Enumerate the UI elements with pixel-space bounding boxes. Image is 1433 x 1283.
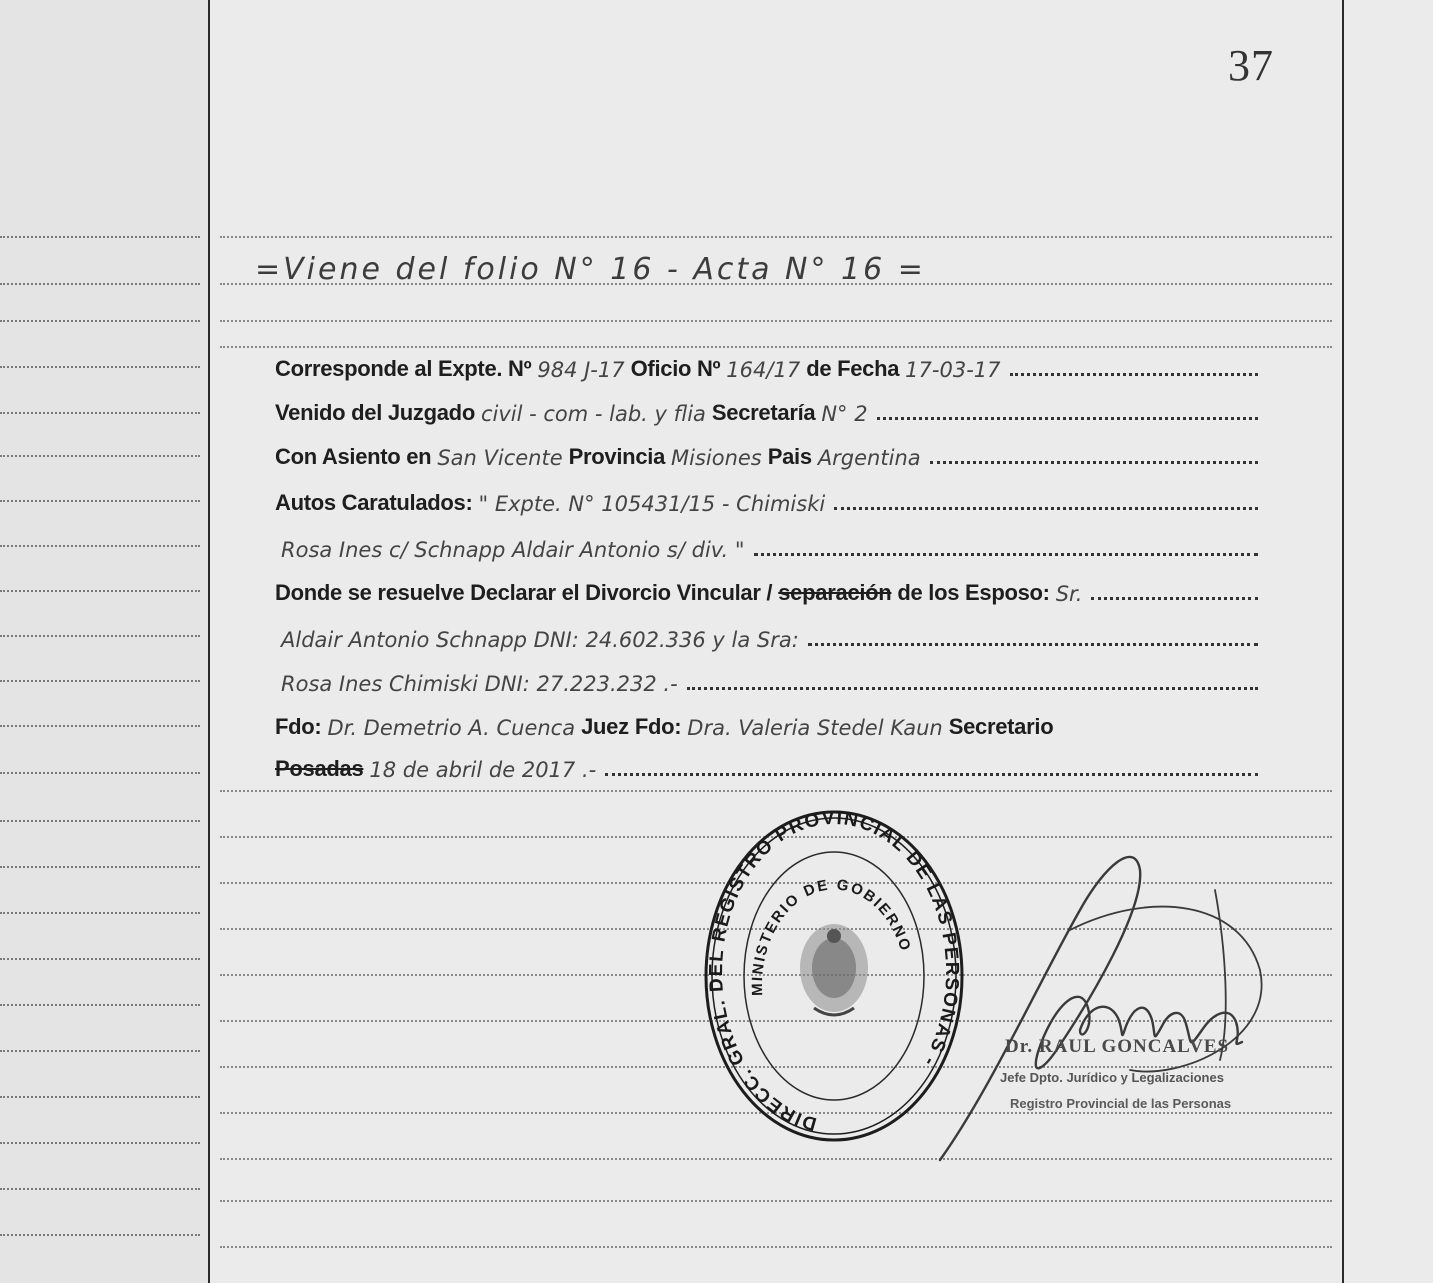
oficio-label: Oficio Nº [630, 356, 721, 381]
esposos-value-2: Rosa Ines Chimiski DNI: 27.223.232 .- [281, 672, 678, 696]
margin-rule [0, 455, 200, 457]
asiento-value: San Vicente [437, 446, 563, 470]
autos-continuation-row [275, 522, 1261, 562]
margin-rule [0, 1188, 200, 1190]
fill-dots [754, 553, 1258, 556]
divorcio-row [275, 566, 1261, 606]
folio-number: 37 [1228, 41, 1274, 90]
margin-rule [0, 412, 200, 414]
margin-rule [0, 1234, 200, 1236]
ruled-line [220, 320, 1332, 322]
juez-value: Dr. Demetrio A. Cuenca [327, 716, 576, 740]
posadas-struck: Posadas [275, 756, 364, 781]
fecha-value: 17-03-17 [905, 358, 1001, 382]
margin-rule [0, 1004, 200, 1006]
margin-rule [0, 680, 200, 682]
secretaria-value: N° 2 [821, 402, 868, 426]
margin-rule [0, 1142, 200, 1144]
margin-rule [0, 635, 200, 637]
fecha-label: de Fecha [806, 356, 900, 381]
official-stamp [702, 808, 966, 1144]
juzgado-label: Venido del Juzgado [275, 400, 475, 425]
signatory-role: Jefe Dpto. Jurídico y Legalizaciones [1000, 1070, 1224, 1085]
stamp-outer-text: DIRECC. GRAL. DEL REGISTRO PROVINCIAL DE LAS PERSONAS - [705, 808, 963, 1135]
signatory-name: Dr. RAUL GONCALVES [1005, 1036, 1230, 1057]
margin-rule [0, 912, 200, 914]
pais-label: Pais [767, 444, 812, 469]
juzgado-row [275, 386, 1261, 426]
oficio-value: 164/17 [726, 358, 801, 382]
handwritten-signature [930, 830, 1290, 1170]
margin-rule [0, 725, 200, 727]
juzgado-value: civil - com - lab. y flia [480, 402, 706, 426]
fill-dots [1091, 597, 1258, 600]
pais-value: Argentina [817, 446, 921, 470]
secretario-label: Secretario [948, 714, 1054, 739]
margin-rule [0, 1050, 200, 1052]
ruled-line [220, 1246, 1332, 1248]
asiento-label: Con Asiento en [275, 444, 432, 469]
fill-dots [687, 687, 1258, 690]
lugar-fecha-row [275, 742, 1261, 782]
fill-dots [1010, 373, 1259, 376]
esposos-value-0: Sr. [1055, 582, 1083, 606]
autos-value-2: Rosa Ines c/ Schnapp Aldair Antonio s/ div. " [281, 538, 745, 562]
divorcio-label: Donde se resuelve Declarar el Divorcio Vincular / [275, 580, 773, 605]
margin-rule [0, 1096, 200, 1098]
handwritten-heading: =Viene del folio N° 16 - Acta N° 16 = [255, 252, 926, 287]
margin-rule [0, 366, 200, 368]
juez-label: Juez [581, 714, 629, 739]
fdo-label-1: Fdo: [275, 714, 322, 739]
margin-rule [0, 320, 200, 322]
fdo-label-2: Fdo: [634, 714, 682, 739]
provincia-label: Provincia [568, 444, 665, 469]
margin-rule [0, 772, 200, 774]
separacion-struck: separación [778, 580, 892, 605]
signatory-organization: Registro Provincial de las Personas [1010, 1096, 1232, 1111]
fill-dots [808, 643, 1258, 646]
firmas-row [275, 700, 1261, 740]
ruled-line [220, 790, 1332, 792]
margin-rule [0, 236, 200, 238]
fill-dots [930, 461, 1258, 464]
fill-dots [877, 417, 1258, 420]
fecha-final-value: 18 de abril de 2017 .- [369, 758, 597, 782]
autos-value-1: " Expte. N° 105431/15 - Chimiski [478, 492, 826, 516]
secretaria-label: Secretaría [711, 400, 816, 425]
esposos-label: de los Esposo: [897, 580, 1050, 605]
margin-rule [0, 500, 200, 502]
provincia-value: Misiones [671, 446, 762, 470]
fill-dots [605, 773, 1258, 776]
margin-rule [0, 820, 200, 822]
autos-label: Autos Caratulados: [275, 490, 473, 515]
margin-rule [0, 866, 200, 868]
asiento-row [275, 430, 1261, 470]
expte-value: 984 J-17 [537, 358, 625, 382]
esposo-row [275, 612, 1261, 652]
esposa-row [275, 656, 1261, 696]
autos-row [275, 476, 1261, 516]
left-margin-column [0, 0, 208, 1283]
fill-dots [834, 507, 1258, 510]
margin-rule [0, 283, 200, 285]
expte-label: Corresponde al Expte. Nº [275, 356, 532, 381]
left-vertical-rule [208, 0, 210, 1283]
esposos-value-1: Aldair Antonio Schnapp DNI: 24.602.336 y la Sra: [281, 628, 799, 652]
margin-rule [0, 545, 200, 547]
margin-rule [0, 958, 200, 960]
right-vertical-rule [1342, 0, 1344, 1283]
expte-row [275, 342, 1261, 382]
margin-rule [0, 590, 200, 592]
ruled-line [220, 1200, 1332, 1202]
coat-of-arms-emblem [800, 924, 868, 1015]
stamp-inner-text: MINISTERIO DE GOBIERNO [748, 876, 915, 996]
secretario-value: Dra. Valeria Stedel Kaun [687, 716, 943, 740]
ruled-line [220, 236, 1332, 238]
